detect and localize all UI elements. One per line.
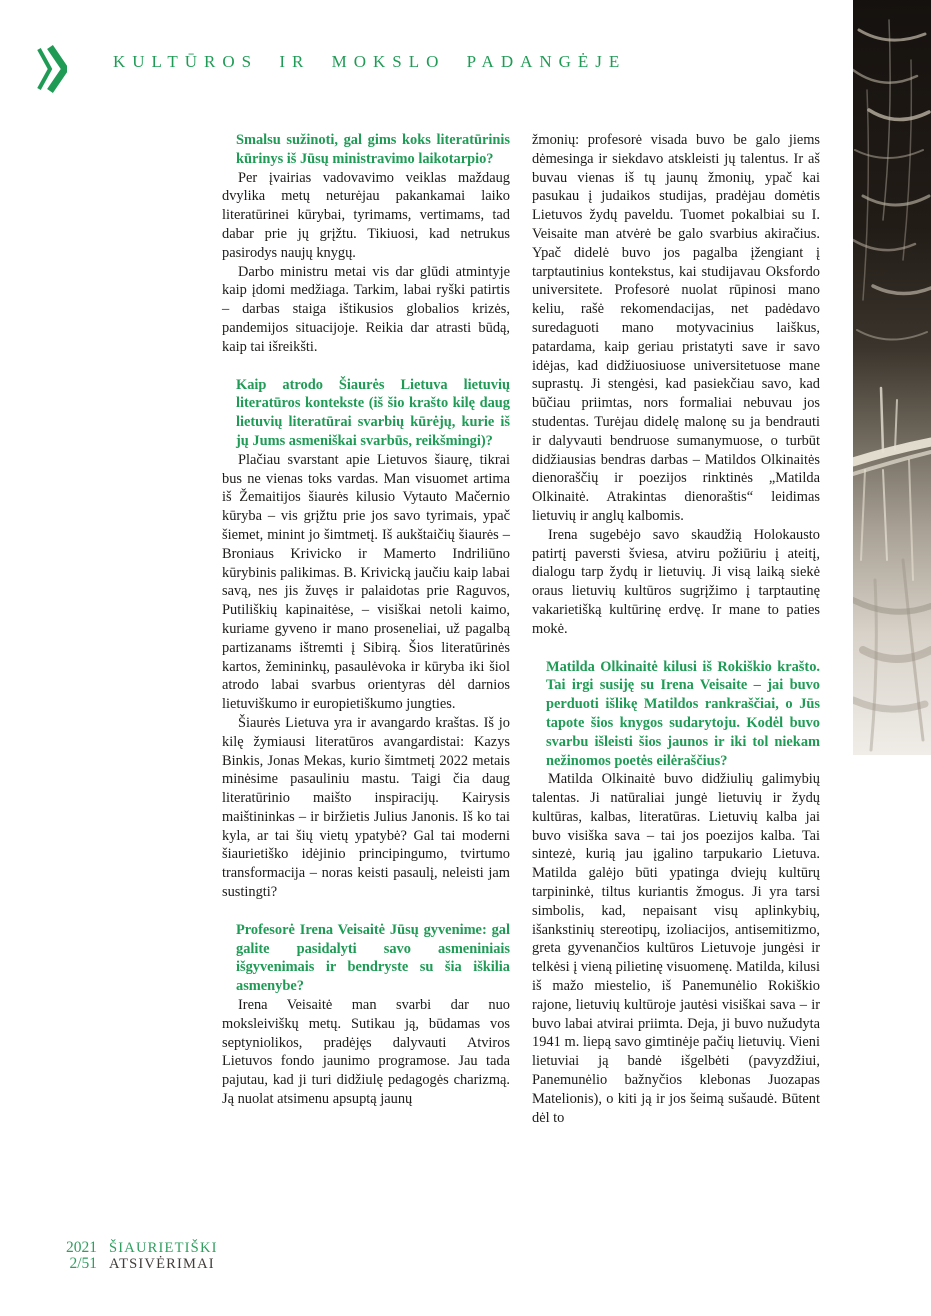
body-paragraph: Matilda Olkinaitė buvo didžiulių galimybių talentas. Ji natūraliai jungė lietuvių ir žydų kultūras, kalbas, literatūras. Lietuvių kalba jai buvo visiška sava – tai jos poezijos kalba. Tai sintezė, kurią jau įgalino tarpukario Lietuva. Matilda galėjo būti ypatinga dviejų kultūrų tarpininkė, tiltus kuriantis žmogus. Ji yra tarsi simbolis, kad, nepaisant visų aplinkybių, išankstinių stereotipų, izoliacijos, antisemitizmo, greta gyvenančios kultūros Lietuvoje jungėsi ir telkėsi į vieną pilietinę visuomenę. Matilda, kilusi iš mažo miestelio, iš Panemunėlio Rokiškio rajone, lietuvių kultūroje jautėsi visiškai sava – ir buvo labai atvirai priimta. Deja, ji buvo nužudyta 1941 m. liepą savo gimtinėje pačių lietuvių. Vieni lietuviai ją bandė išgelbėti (pavyzdžiui, Panemunėlio bažnyčios klebonas Juozapas Matelionis), o kiti ją ir jos šeimą sušaudė. Būtent dėl to — [532, 771, 820, 1126]
double-chevron-icon — [37, 45, 67, 93]
magazine-title — [109, 1240, 218, 1272]
interview-question: Kaip atrodo Šiaurės Lietuva lietuvių literatūros kontekste (iš šio krašto kilę daug lietuvių literatūrai svarbių kūrėjų, kurie iš jų Jums asmeniškai svarbūs, reikšmingi)? — [236, 376, 510, 449]
magazine-title-line2: ATSIVĖRIMAI — [109, 1256, 215, 1272]
interview-question: Profesorė Irena Veisaitė Jūsų gyvenime: gal galite pasidalyti savo asmeniniais išgyvenimais ir bendryste su šia iškilia asmenybe? — [236, 921, 510, 995]
interview-question: Matilda Olkinaitė kilusi iš Rokiškio krašto. Tai irgi susiję su Irena Veisaite – jai buvo perduoti išlikę Matildos rankraščiai, o Jūs tapote šios knygos sudarytoju. Kodėl buvo svarbu išleisti šios jaunos ir iki tol niekam nežinomos poetės eilėraščius? — [546, 658, 820, 769]
page-footer — [66, 1240, 218, 1272]
body-paragraph: Irena sugebėjo savo skaudžią Holokausto patirtį paversti šviesa, atviru požiūriu į ateitį, dialogu tarp žydų ir lietuvių. Ji visą laiką siekė oraus lietuvių kultūros sugrįžimo į tarptautinę vakarietišką kultūrinę erdvę. Ir mane to paties mokė. — [532, 526, 820, 637]
interview-question: Smalsu sužinoti, gal gims koks literatūrinis kūrinys iš Jūsų ministravimo laikotarpio? — [236, 132, 510, 167]
column-right — [532, 131, 820, 1127]
issue-year: 2021 — [66, 1239, 97, 1256]
body-paragraph: žmonių: profesorė visada buvo be galo jiems dėmesinga ir siekdavo atskleisti jų talentus. Ir aš buvau vienas iš tų jaunų žmonių, ypač kai pasukau į judaikos studijas, pradėjau domėtis Lietuvos žydų paveldu. Tuomet pokalbiai su I. Veisaite man atvėrė be galo svarbius akiračius. Ypač didelė buvo jos pagalba įžengiant į tarptautinius kontekstus, kai studijavau Oksfordo universitete. Profesorė nuolat rūpinosi mano keliu, rašė rekomendacijas, net padėdavo suredaguoti mano motyvacinius laiškus, patardama, kaip geriau pristatyti save ir savo idėjas, kad didžiuosiuose universitetuose mane suprastų. Ji stengėsi, kad pasiekčiau savo, kad būčiau priimtas, nors formaliai nebuvau jos studentas. Turėjau didelę malonę su ja bendrauti ir dalyvauti bendruose sumanymuose, o turbūt didžiausias bendras darbas – Matildos Olkinaitės dienoraščių ir poezijos rinktinės „Matilda Olkinaitė. Atrakintas dienoraštis“ leidimas lietuvių ir anglų kalbomis. — [532, 132, 820, 524]
body-paragraph: Per įvairias vadovavimo veiklas maždaug dvylika metų neturėjau pakankamai laiko literatūrinei kūrybai, tyrimams, vertimams, tad dabar prie jų grįžtu. Tikiuosi, kad netrukus pasirodys naujų knygų. — [222, 169, 510, 261]
section-title: KULTŪROS IR MOKSLO PADANGĖJE — [113, 52, 627, 71]
body-paragraph: Irena Veisaitė man svarbi dar nuo moksleiviškų metų. Sutikau ją, būdamas vos septyniolikos, pradėjęs dalyvauti Atviros Lietuvos fondo jaunimo programose. Jau tada pajutau, kad ji turi didžiulę pedagogės charizmą. Ją nuolat atsimenu apsuptą jaunų — [222, 997, 510, 1108]
body-paragraph: Šiaurės Lietuva yra ir avangardo kraštas. Iš jo kilę žymiausi literatūros avangardistai: Kazys Binkis, Jonas Mekas, kurio šimtmetį 2022 metais minėsime pasauliniu mastu. Taigi čia daug literatūrinio maišto inspiracijų. Kairysis maištininkas – ir biržietis Julius Janonis. Iš ko tai kyla, ar tai šių vietų ypatybė? Gal tai moderni šiaurietiško idėjinio principingumo, tvirtumo transformacija – noras keisti pasaulį, neleisti jam sustingti? — [222, 714, 510, 901]
column-left — [222, 131, 510, 1127]
body-paragraph: Plačiau svarstant apie Lietuvos šiaurę, tikrai bus ne vienas toks vardas. Man visuomet artima iš Žemaitijos šiaurės kilusio Vytauto Mačernio kūryba – vis grįžtu prie jos savo tyrimais, ypač šiemet, minint jo šimtmetį. Iš aukštaičių šiaurės – Broniaus Krivicko ir Mamerto Indriliūno kūrybinis palikimas. B. Krivicką jaučiu kaip labai savą, nes jis žuvęs ir palaidotas prie Raguvos, Putiliškių kapinaitėse, – visiškai netoli kaimo, kuriame gyveno ir mano proseneliai, už pagalbą partizanams ištremti į Sibirą. Šios literatūrinės kartos, žemininkų, pasaulėvoka ir kūryba iki šiol atrodo labai svarbus orientyras dėl darnios lietuviškumo ir europietiškumo jungties. — [222, 451, 510, 713]
body-paragraph: Darbo ministru metai vis dar glūdi atmintyje kaip įdomi medžiaga. Tarkim, labai ryški patirtis – darbas staiga ištikusios globalios krizės, pandemijos situacijoje. Reikia dar atrasti būdą, kaip tai išreikšti. — [222, 263, 510, 355]
magazine-title-line1: ŠIAURIETIŠKI — [109, 1240, 218, 1256]
issue-info — [66, 1240, 97, 1272]
wheat-photo — [853, 0, 931, 755]
issue-number: 2/51 — [69, 1255, 97, 1272]
article-body — [222, 131, 820, 1127]
